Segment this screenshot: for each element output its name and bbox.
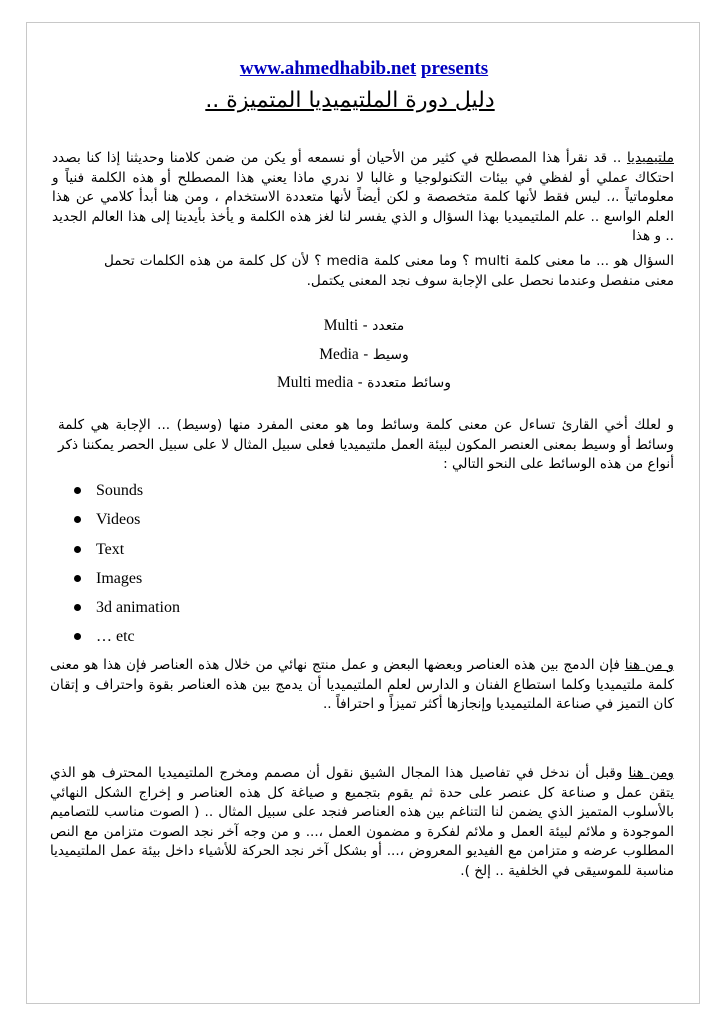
- definition-en: Multi media: [277, 374, 354, 391]
- professional-text: وقبل أن ندخل في تفاصيل هذا المجال الشيق نقول أن مصمم ومخرج الملتيميديا المحترف هو الذي يتقن عمل و صناعة كل عنصر على حدة ثم يقوم بتجميع و صياغة كل هذه العناصر و إخراج الشكل النهائي بالأسلوب المتميز الذي يضمن لنا التناغم بين هذه العناصر فنجد على سبيل المثال .. ( الصوت مناسب للتصاميم الموجودة و ملائم لبيئة العمل و ملائم لفكرة و مضمون العمل ،... و من وجه آخر نجد الصوت متزامن مع النص المطلوب عرضه و متزامن مع الفيديو المعروض ،... أو بشكل آخر نجد الحركة للأشياء داخل بيئة عمل الملتيميديا مناسبة للموسيقى في الخلفية .. إلخ ).: [50, 765, 674, 879]
- intro-text: .. قد نقرأ هذا المصطلح في كثير من الأحيان أو نسمعه أو يكن من ضمن كلامنا وحديثنا إذا كنا بصدد احتكاك عملي أو لفظي في بيئات التكنولوجيا و غالبا لا ندري ماذا يعني هذا المصطلح أو هذه الكلمة فنياً و معلوماتياً .،. ليس فقط لأنها كلمة متخصصة و لكن أيضاً لأنها متعددة الاستخدام ، ومن هنا أبدأ كلامي عن هذا العلم الواسع .. علم الملتيميديا بهذا السؤال و الذي يفسر لنا لغز هذه الكلمة و يأخذ بأيدينا إلى هذا العالم الجديد .. و هذا: [52, 150, 674, 245]
- list-item: … etc: [72, 626, 180, 655]
- definition-ar: وسيط: [372, 346, 409, 363]
- site-link[interactable]: www.ahmedhabib.net: [239, 58, 417, 79]
- list-item: Sounds: [72, 480, 180, 509]
- merge-text: فإن الدمج بين هذه العناصر وبعضها البعض و عمل منتج نهائي من خلال هذه العناصر فإن هذا هو معنى كلمة ملتيميديا وكلما استطاع الفنان و الدارس لعلم الملتيميديا أن يدمج بين هذه العناصر بقوة واحتراف و إتقان كان التميز في صناعة الملتيميديا وإنجازها أكثر تميزاً و احترافاً ..: [50, 657, 674, 713]
- bullet-icon: [74, 633, 81, 640]
- definition-en: Media: [319, 345, 359, 363]
- definition-row: وسيط - Media: [319, 345, 409, 363]
- definitions-list: [0, 316, 728, 402]
- bullet-icon: [74, 546, 81, 553]
- definition-en: Multi: [323, 317, 359, 334]
- merge-paragraph: [50, 656, 674, 715]
- term-multimedia: ملتيميديا: [626, 150, 674, 166]
- question-paragraph: السؤال هو ... ما معنى كلمة multi ؟ وما معنى كلمة media ؟ لأن كل كلمة من هذه الكلمات تحمل معنى منفصل وعندما نحصل على الإجابة سوف نجد المعنى يكتمل.: [104, 253, 674, 289]
- media-types-list: [72, 480, 180, 656]
- presents-label: presents: [420, 58, 489, 79]
- document-title: دليل دورة الملتيميديا المتميزة ..: [205, 88, 495, 113]
- bullet-icon: [74, 575, 81, 582]
- definition-ar: متعدد: [372, 318, 405, 334]
- list-item: Videos: [72, 509, 180, 538]
- list-item: Images: [72, 568, 180, 597]
- definition-ar: وسائط متعددة: [367, 375, 451, 391]
- bullet-icon: [74, 604, 81, 611]
- lead-phrase: ومن هنا: [628, 765, 674, 781]
- site-header: [0, 58, 728, 80]
- bullet-icon: [74, 487, 81, 494]
- answer-paragraph: و لعلك أخي القارئ تساءل عن معنى كلمة وسائط وما هو معنى المفرد منها (وسيط) ... الإجابة هي كلمة وسائط أو وسيط بمعنى العنصر المكون لبيئة العمل ملتيميديا فعلى سبيل المثال لا على سبيل الحصر يمكننا ذكر أنواع من هذه الوسائط على النحو التالي :: [58, 417, 674, 473]
- bullet-icon: [74, 516, 81, 523]
- definition-row: وسائط متعددة - Multi media: [277, 374, 451, 391]
- lead-phrase: و من هنا: [624, 657, 674, 673]
- list-item: Text: [72, 539, 180, 568]
- professional-paragraph: [50, 764, 674, 882]
- definition-row: متعدد - Multi: [323, 317, 405, 334]
- intro-paragraph: [52, 149, 674, 247]
- list-item: 3d animation: [72, 597, 180, 626]
